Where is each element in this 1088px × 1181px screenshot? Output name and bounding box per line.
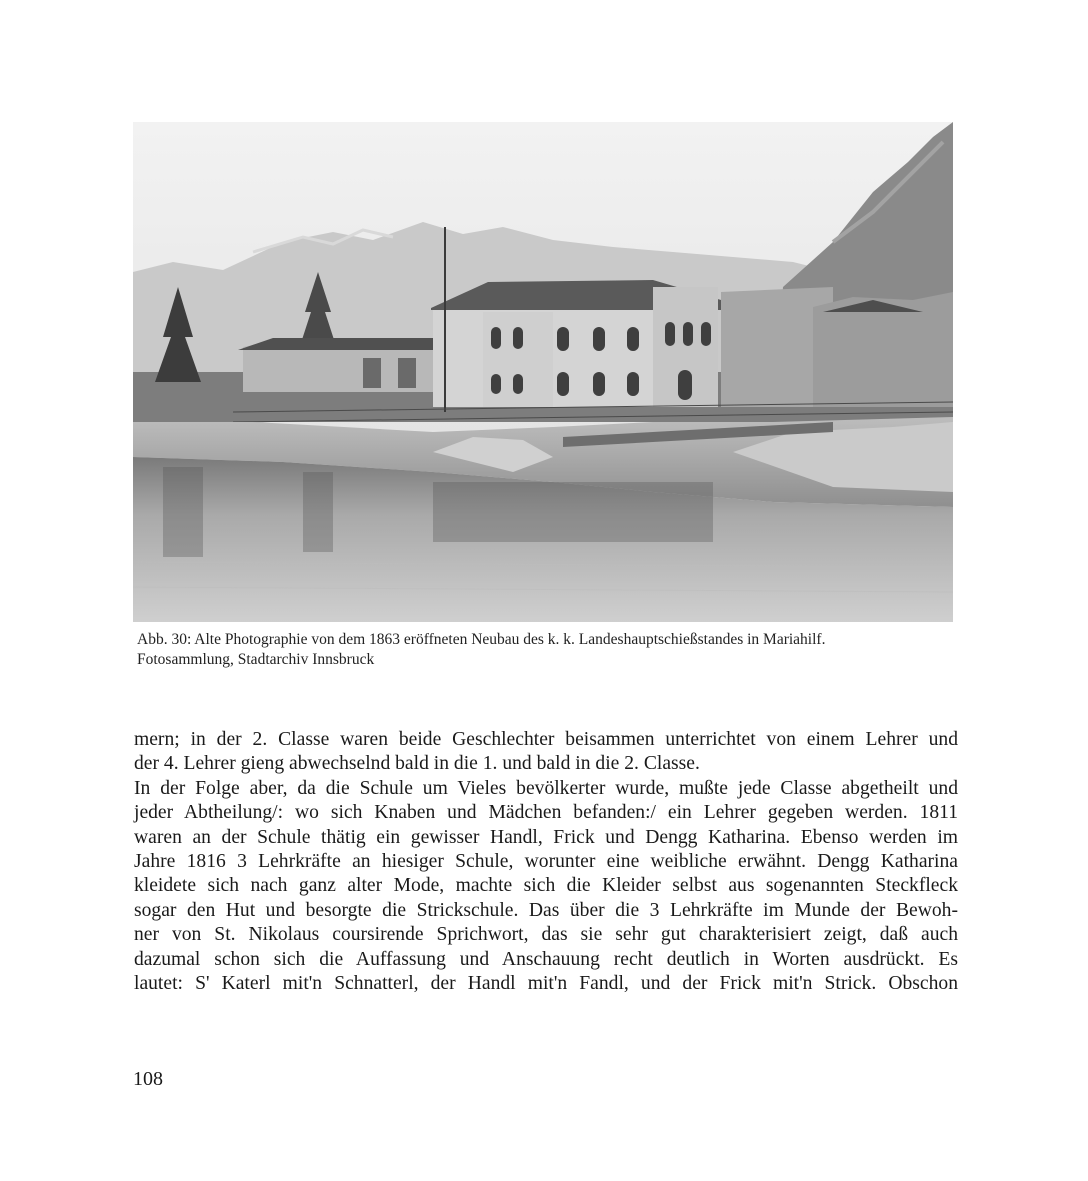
text-line: kleidete sich nach ganz alter Mode, machte sich die Kleider selbst aus sogenannten Steckfleck — [134, 875, 958, 897]
text-line: mern; in der 2. Classe waren beide Geschlechter beisammen unterrichtet von einem Lehrer und — [134, 729, 958, 750]
caption-line: Fotosammlung, Stadtarchiv Innsbruck — [137, 651, 375, 668]
text-line: Jahre 1816 3 Lehrkräfte an hiesiger Schule, worunter eine weibliche erwähnt. Dengg Katharina — [134, 851, 958, 873]
text-line: In der Folge aber, da die Schule um Vieles bevölkerter wurde, mußte jede Classe abgetheilt und — [134, 777, 958, 799]
page-number: 108 — [133, 1068, 163, 1090]
text-line: waren an der Schule thätig ein gewisser Handl, Frick und Dengg Katharina. Ebenso werden im — [134, 826, 958, 848]
text-line: ner von St. Nikolaus coursirende Sprichwort, das sie sehr gut charakterisiert zeigt, daß auch — [134, 924, 958, 946]
text-line: sogar den Hut und besorgte die Strickschule. Das über die 3 Lehrkräfte im Munde der Bewoh- — [134, 899, 958, 921]
photograph-riverside-building — [133, 122, 953, 622]
historic-photograph — [133, 122, 953, 622]
text-line: lautet: S' Katerl mit'n Schnatterl, der Handl mit'n Fandl, und der Frick mit'n Strick. Obschon — [134, 973, 958, 995]
caption-line: Abb. 30: Alte Photographie von dem 1863 eröffneten Neubau des k. k. Landeshauptschießstandes in Mariahilf. — [137, 631, 826, 648]
text-line: jeder Abtheilung/: wo sich Knaben und Mädchen befanden:/ ein Lehrer gegeben werden. 1811 — [134, 802, 958, 824]
text-line: dazumal schon sich die Auffassung und Anschauung recht deutlich in Worten ausdrückt. Es — [134, 948, 958, 970]
text-line: der 4. Lehrer gieng abwechselnd bald in die 1. und bald in die 2. Classe. — [134, 753, 700, 775]
figure-caption — [137, 630, 947, 670]
body-text — [134, 728, 958, 996]
